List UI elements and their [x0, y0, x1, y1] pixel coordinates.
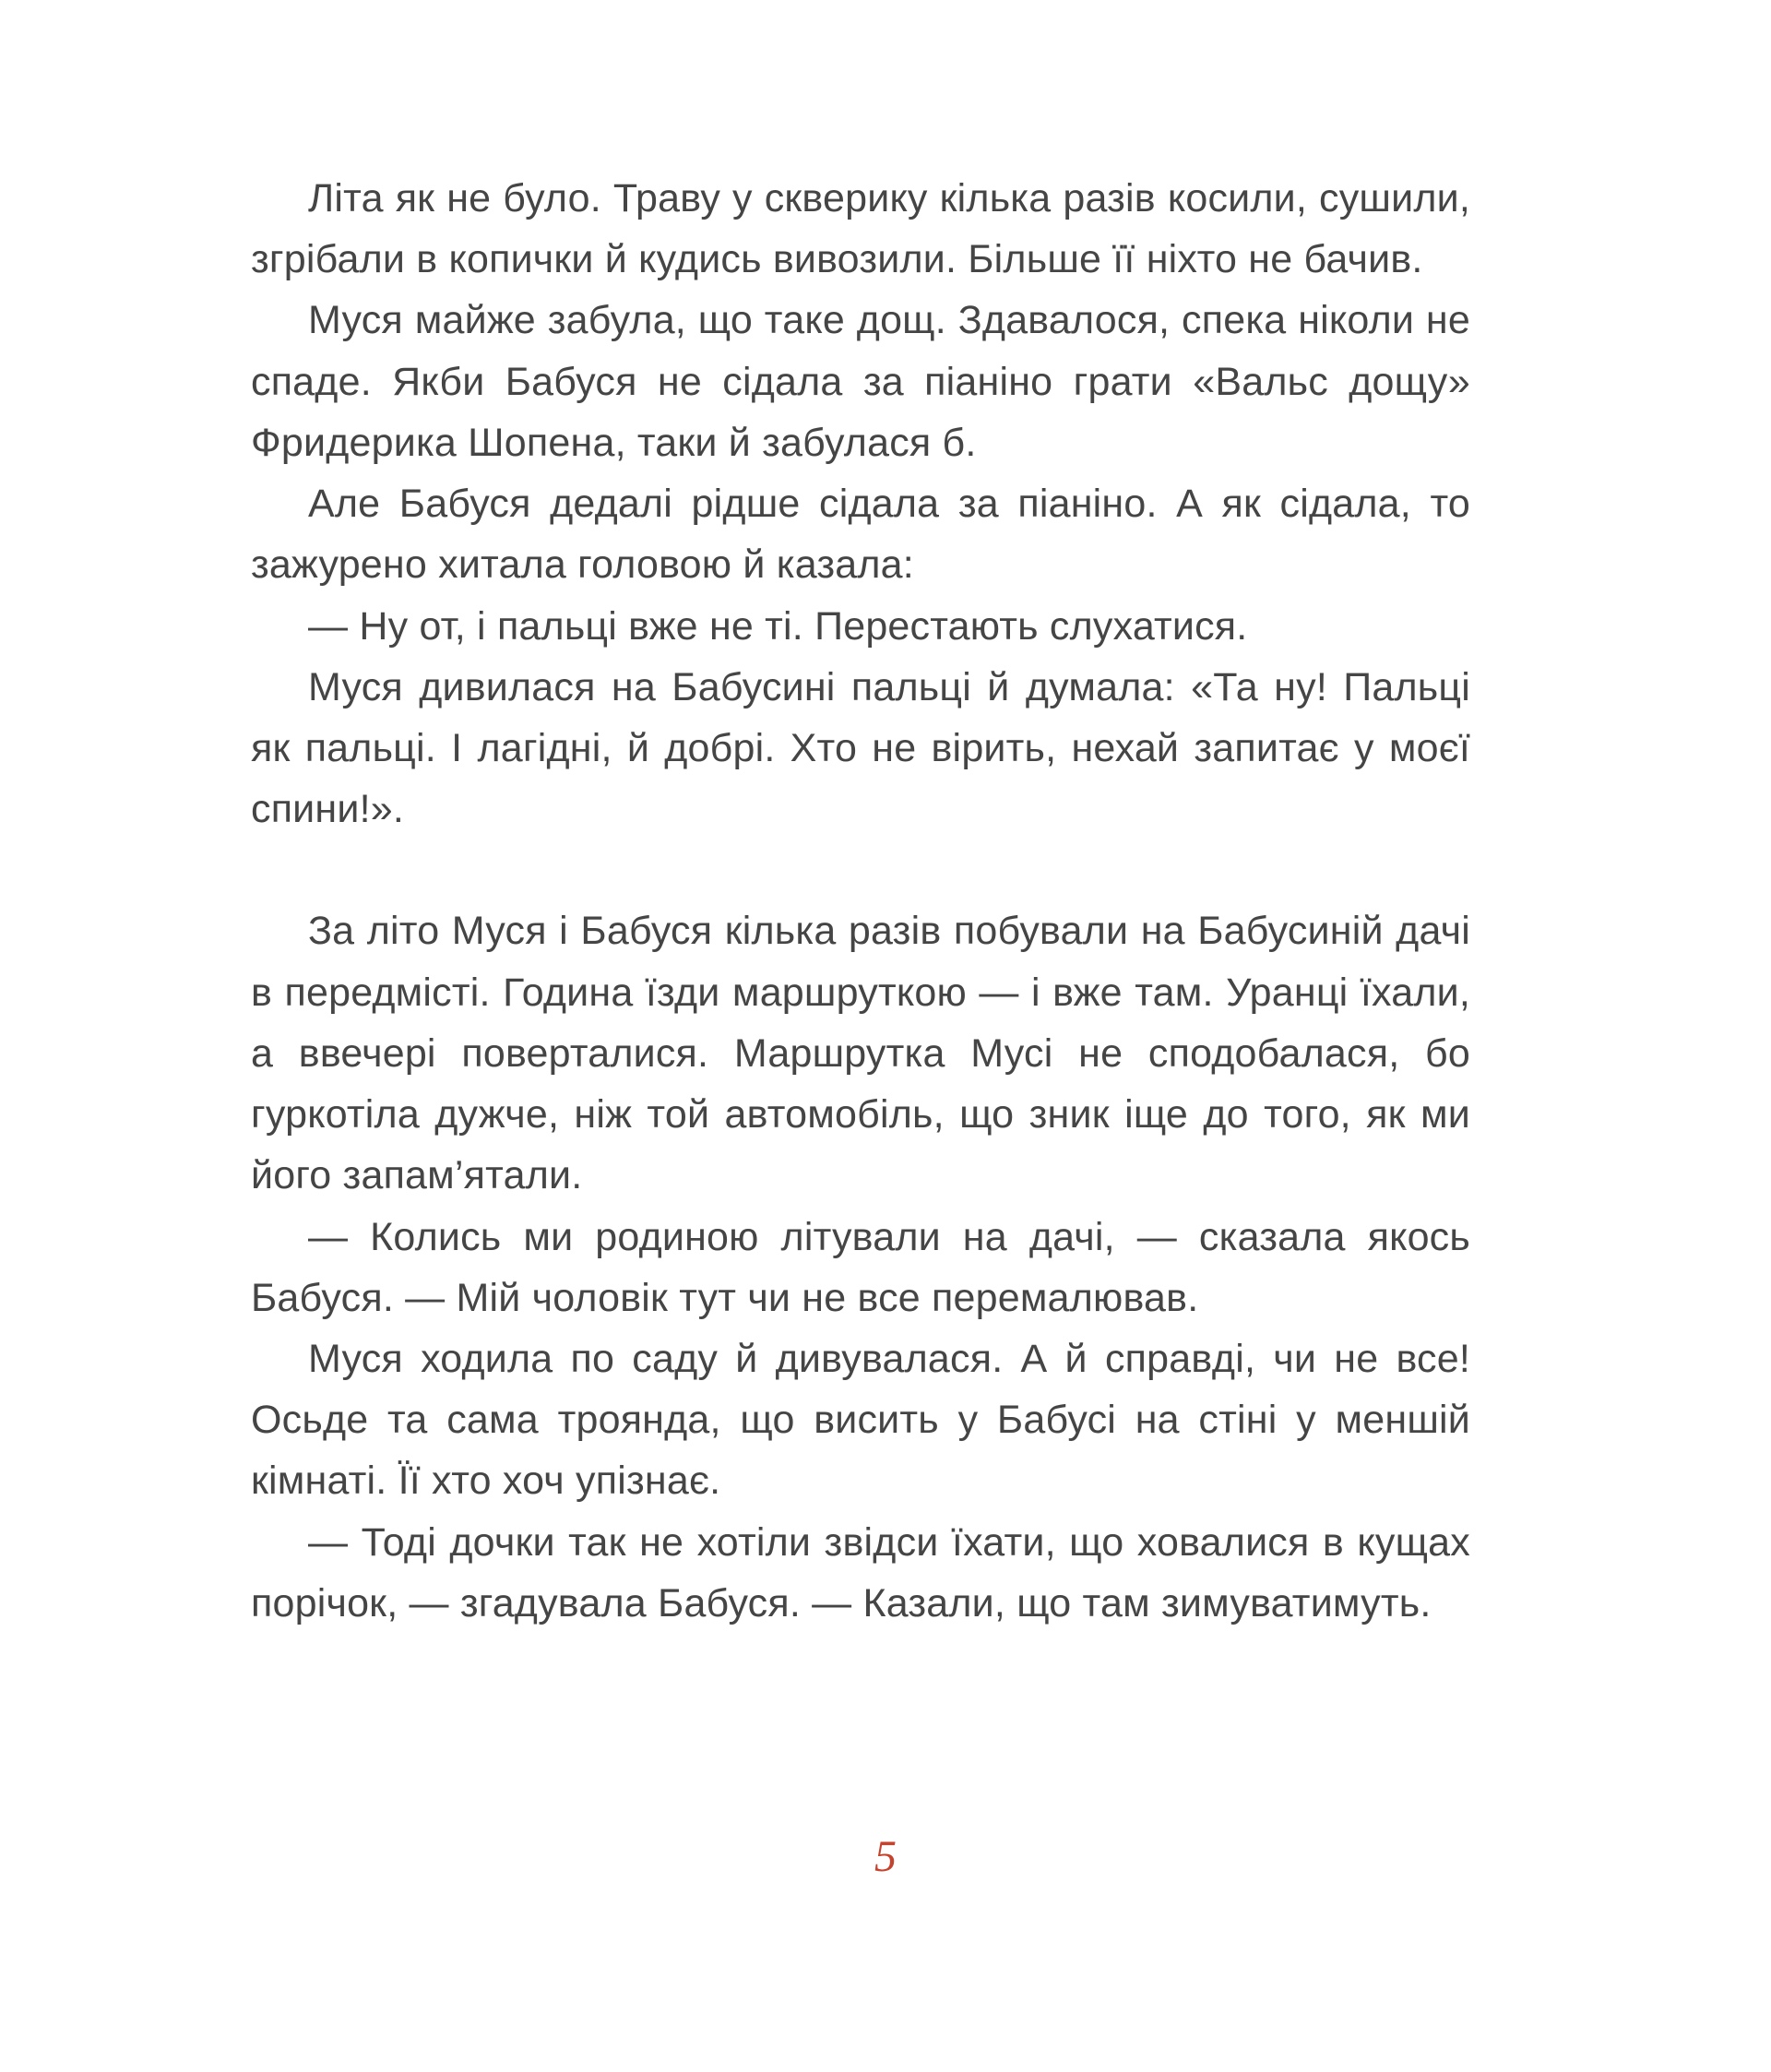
body-text	[251, 168, 1470, 1634]
paragraph-section-start: За літо Муся і Бабуся кілька разів побували на Бабусиній дачі в передмісті. Година їзди маршруткою — і вже там. Уранці їхали, а ввечері поверталися. Маршрутка Мусі не сподобалася, бо гуркотіла дужче, ніж той автомобіль, що зник іще до того, як ми його запам’ятали.	[251, 909, 1470, 1198]
paragraph: Муся дивилася на Бабусині пальці й думала: «Та ну! Пальці як пальці. І лагідні, й добрі. Хто не вірить, нехай запитає у моєї спини!».	[251, 664, 1470, 832]
paragraph: Муся ходила по саду й дивувалася. А й справді, чи не все! Осьде та сама троянда, що висить у Бабусі на стіні у меншій кімнаті. Її хто хоч упізнає.	[251, 1336, 1470, 1504]
page-number: 5	[874, 1832, 897, 1881]
paragraph: — Колись ми родиною літували на дачі, — сказала якось Бабуся. — Мій чоловік тут чи не все перемалював.	[251, 1214, 1470, 1320]
paragraph: — Тоді дочки так не хотіли звідси їхати, що ховалися в кущах порічок, — згадувала Бабуся. — Казали, що там зимуватимуть.	[251, 1519, 1470, 1625]
paragraph: Але Бабуся дедалі рідше сідала за піаніно. А як сідала, то зажурено хитала головою й казала:	[251, 482, 1470, 588]
paragraph: Муся майже забула, що таке дощ. Здавалося, спека ніколи не спаде. Якби Бабуся не сідала за піаніно грати «Вальс дощу» Фридерика Шопена, таки й забулася б.	[251, 298, 1470, 465]
paragraph: Літа як не було. Траву у скверику кілька разів косили, сушили, згрібали в копички й кудись вивозили. Більше її ніхто не бачив.	[251, 176, 1470, 282]
paragraph: — Ну от, і пальці вже не ті. Перестають слухатися.	[308, 603, 1248, 649]
